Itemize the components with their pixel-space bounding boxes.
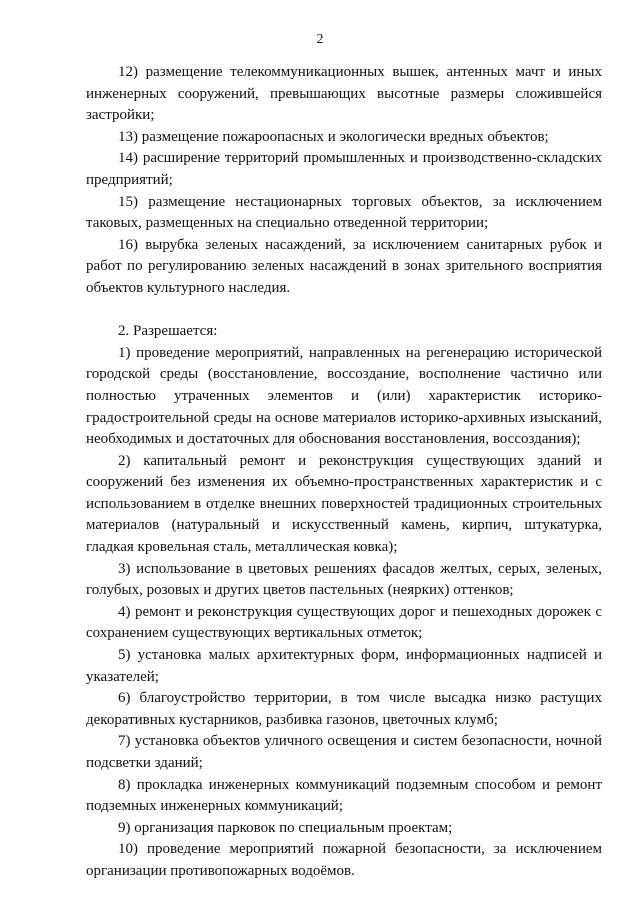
- list-item: 8) прокладка инженерных коммуникаций подземным способом и ремонт подземных инженерных коммуникаций;: [86, 776, 602, 815]
- list-item: 4) ремонт и реконструкция существующих дорог и пешеходных дорожек с сохранением существующих вертикальных отметок;: [86, 603, 602, 642]
- list-item: 10) проведение мероприятий пожарной безопасности, за исключением организации противопожарных водоёмов.: [86, 841, 602, 879]
- list-item: 16) вырубка зеленых насаждений, за исключением санитарных рубок и работ по регулированию зеленых насаждений в зонах зрительного восприятия объектов культурного наследия.: [86, 236, 602, 296]
- list-item: 6) благоустройство территории, в том числе высадка низко растущих декоративных кустарников, разбивка газонов, цветочных клумб;: [86, 690, 602, 728]
- list-item: 7) установка объектов уличного освещения и систем безопасности, ночной подсветки зданий;: [86, 733, 602, 771]
- list-item: 5) установка малых архитектурных форм, информационных надписей и указателей;: [86, 647, 602, 685]
- section-heading: 2. Разрешается:: [118, 323, 218, 340]
- list-item: 3) использование в цветовых решениях фасадов желтых, серых, зеленых, голубых, розовых и других цветов пастельных (неярких) оттенков;: [86, 560, 602, 599]
- list-item: 2) капитальный ремонт и реконструкция существующих зданий и сооружений без изменения их объемно-пространственных характеристик и с использованием в отделке внешних поверхностей традиционных строительных материалов (натуральный и искусственный камень, кирпич, штукатурка, гладкая кровельная сталь, металлическая ковка);: [86, 452, 602, 556]
- list-item: 14) расширение территорий промышленных и производственно-складских предприятий;: [86, 150, 602, 188]
- list-item: 15) размещение нестационарных торговых объектов, за исключением таковых, размещенных на специально отведенной территории;: [86, 193, 602, 232]
- list-item: 9) организация парковок по специальным проектам;: [118, 819, 453, 836]
- list-item: 1) проведение мероприятий, направленных на регенерацию исторической городской среды (восстановление, воссоздание, восполнение частично или полностью утраченных элементов и (или) характеристик историко-градостроительной среды на основе материалов историко-архивных изысканий, необходимых и достаточных для обоснования восстановления, воссоздания);: [86, 344, 602, 448]
- page-number: 2: [316, 32, 324, 47]
- paragraph-spacer: [86, 300, 602, 322]
- document-body: [86, 62, 602, 883]
- list-item: 12) размещение телекоммуникационных вышек, антенных мачт и иных инженерных сооружений, превышающих высотные размеры сложившейся застройки;: [86, 64, 602, 124]
- list-item: 13) размещение пожароопасных и экологически вредных объектов;: [118, 128, 549, 145]
